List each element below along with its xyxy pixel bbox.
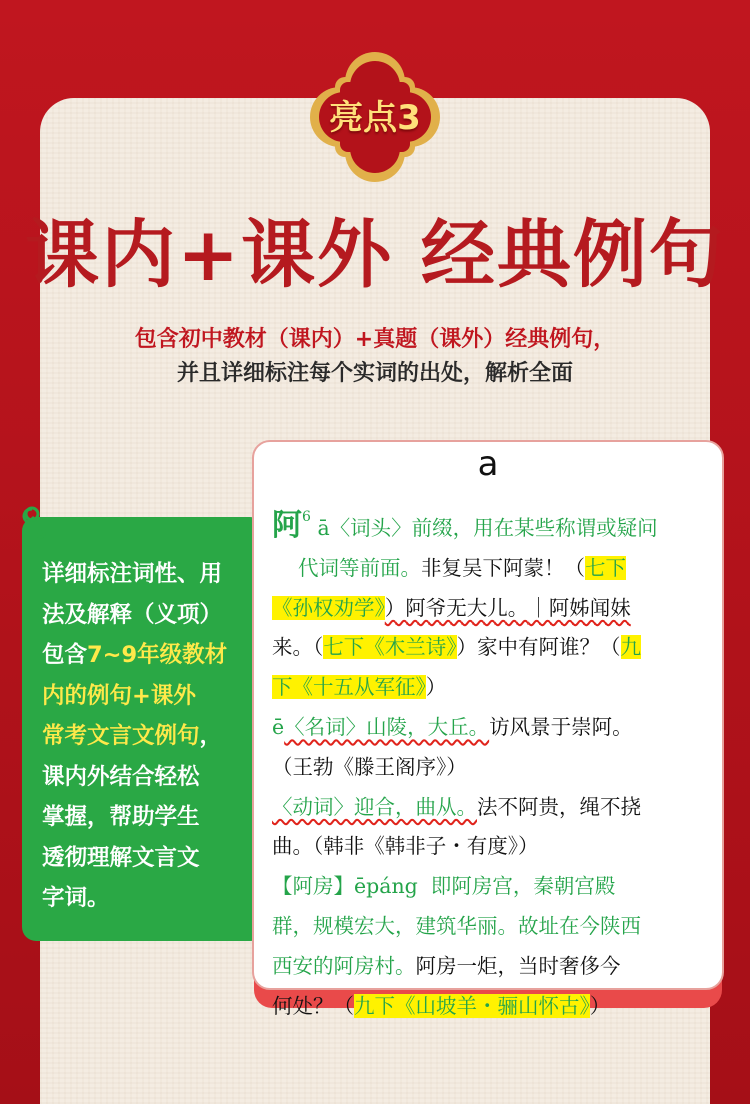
- entry-line: 西安的阿房村。阿房一炬，当时奢侈今: [272, 953, 621, 978]
- feature-line: 掌握，帮助学生: [42, 804, 200, 830]
- page-title: 课内+课外 经典例句: [25, 212, 725, 298]
- definition: 〈动词〉迎合，曲从。: [272, 794, 477, 819]
- definition: 〈词头〉前缀，用在某些称谓或疑问: [329, 516, 658, 540]
- feature-description: [42, 554, 258, 919]
- feature-line: 法及解释（义项）: [42, 601, 223, 628]
- source-highlight: 下《十五从军征》: [272, 675, 426, 700]
- feature-emphasis: 7~9年级教材: [87, 642, 228, 668]
- entry-line: 群，规模宏大，建筑华丽。故址在今陕西: [272, 913, 641, 938]
- source-highlight: 七下: [585, 555, 626, 580]
- pinyin: ā: [317, 516, 330, 540]
- definition: 〈名词〉山陵，大丘。: [284, 714, 490, 739]
- source-highlight: 九: [620, 635, 641, 660]
- badge-label: 亮点3: [329, 98, 421, 138]
- dictionary-entry: [272, 498, 712, 1026]
- entry-line: 【阿房】ēpáng 即阿房宫，秦朝宫殿: [272, 874, 616, 899]
- feature-emphasis: 常考文言文例句: [42, 723, 200, 749]
- entry-line: 何处？（九下《山坡羊・骊山怀古》）: [272, 993, 611, 1018]
- feature-line: 详细标注词性、用: [42, 561, 223, 587]
- source-highlight: 七下《木兰诗》: [323, 635, 457, 660]
- paperclip-icon: [17, 505, 47, 545]
- entry-line: ē〈名词〉山陵，大丘。访风景于崇阿。: [272, 714, 633, 739]
- entry-line: 〈动词〉迎合，曲从。法不阿贵，绳不挠: [272, 794, 641, 819]
- entry-line: （王勃《滕王阁序》）: [272, 754, 467, 779]
- subtitle-line-2: 并且详细标注每个实词的出处，解析全面: [176, 361, 573, 386]
- entry-line: 来。（七下《木兰诗》）家中有阿谁？（九: [272, 635, 641, 660]
- feature-line: 内的例句+课外: [42, 682, 196, 709]
- entry-line: [272, 498, 712, 549]
- feature-line: 透彻理解文言文: [42, 844, 200, 871]
- compound-term: 【阿房】: [272, 874, 354, 899]
- highlight-badge: [310, 52, 440, 182]
- entry-line: 下《十五从军征》）: [272, 675, 447, 700]
- feature-line: 包含7~9年级教材: [42, 642, 228, 668]
- entry-line: 代词等前面。非复吴下阿蒙！（七下: [298, 555, 626, 580]
- subtitle-line-1: 包含初中教材（课内）+真题（课外）经典例句，: [134, 327, 616, 352]
- dictionary-letter: a: [477, 444, 499, 484]
- headword: 阿: [272, 508, 302, 543]
- feature-line: 课内外结合轻松: [42, 763, 200, 790]
- source-highlight: 九下《山坡羊・骊山怀古》: [354, 993, 590, 1018]
- feature-line: 常考文言文例句，: [42, 723, 223, 749]
- feature-line: 字词。: [42, 885, 110, 911]
- entry-line: 曲。（韩非《韩非子・有度》）: [272, 834, 539, 859]
- pinyin: ē: [272, 714, 285, 739]
- source-highlight: 《孙权劝学》: [272, 595, 385, 620]
- entry-line: 《孙权劝学》）阿爷无大儿。｜阿姊闻妹: [272, 595, 631, 620]
- pinyin: ēpáng: [354, 874, 418, 899]
- headword-index: 6: [302, 509, 311, 525]
